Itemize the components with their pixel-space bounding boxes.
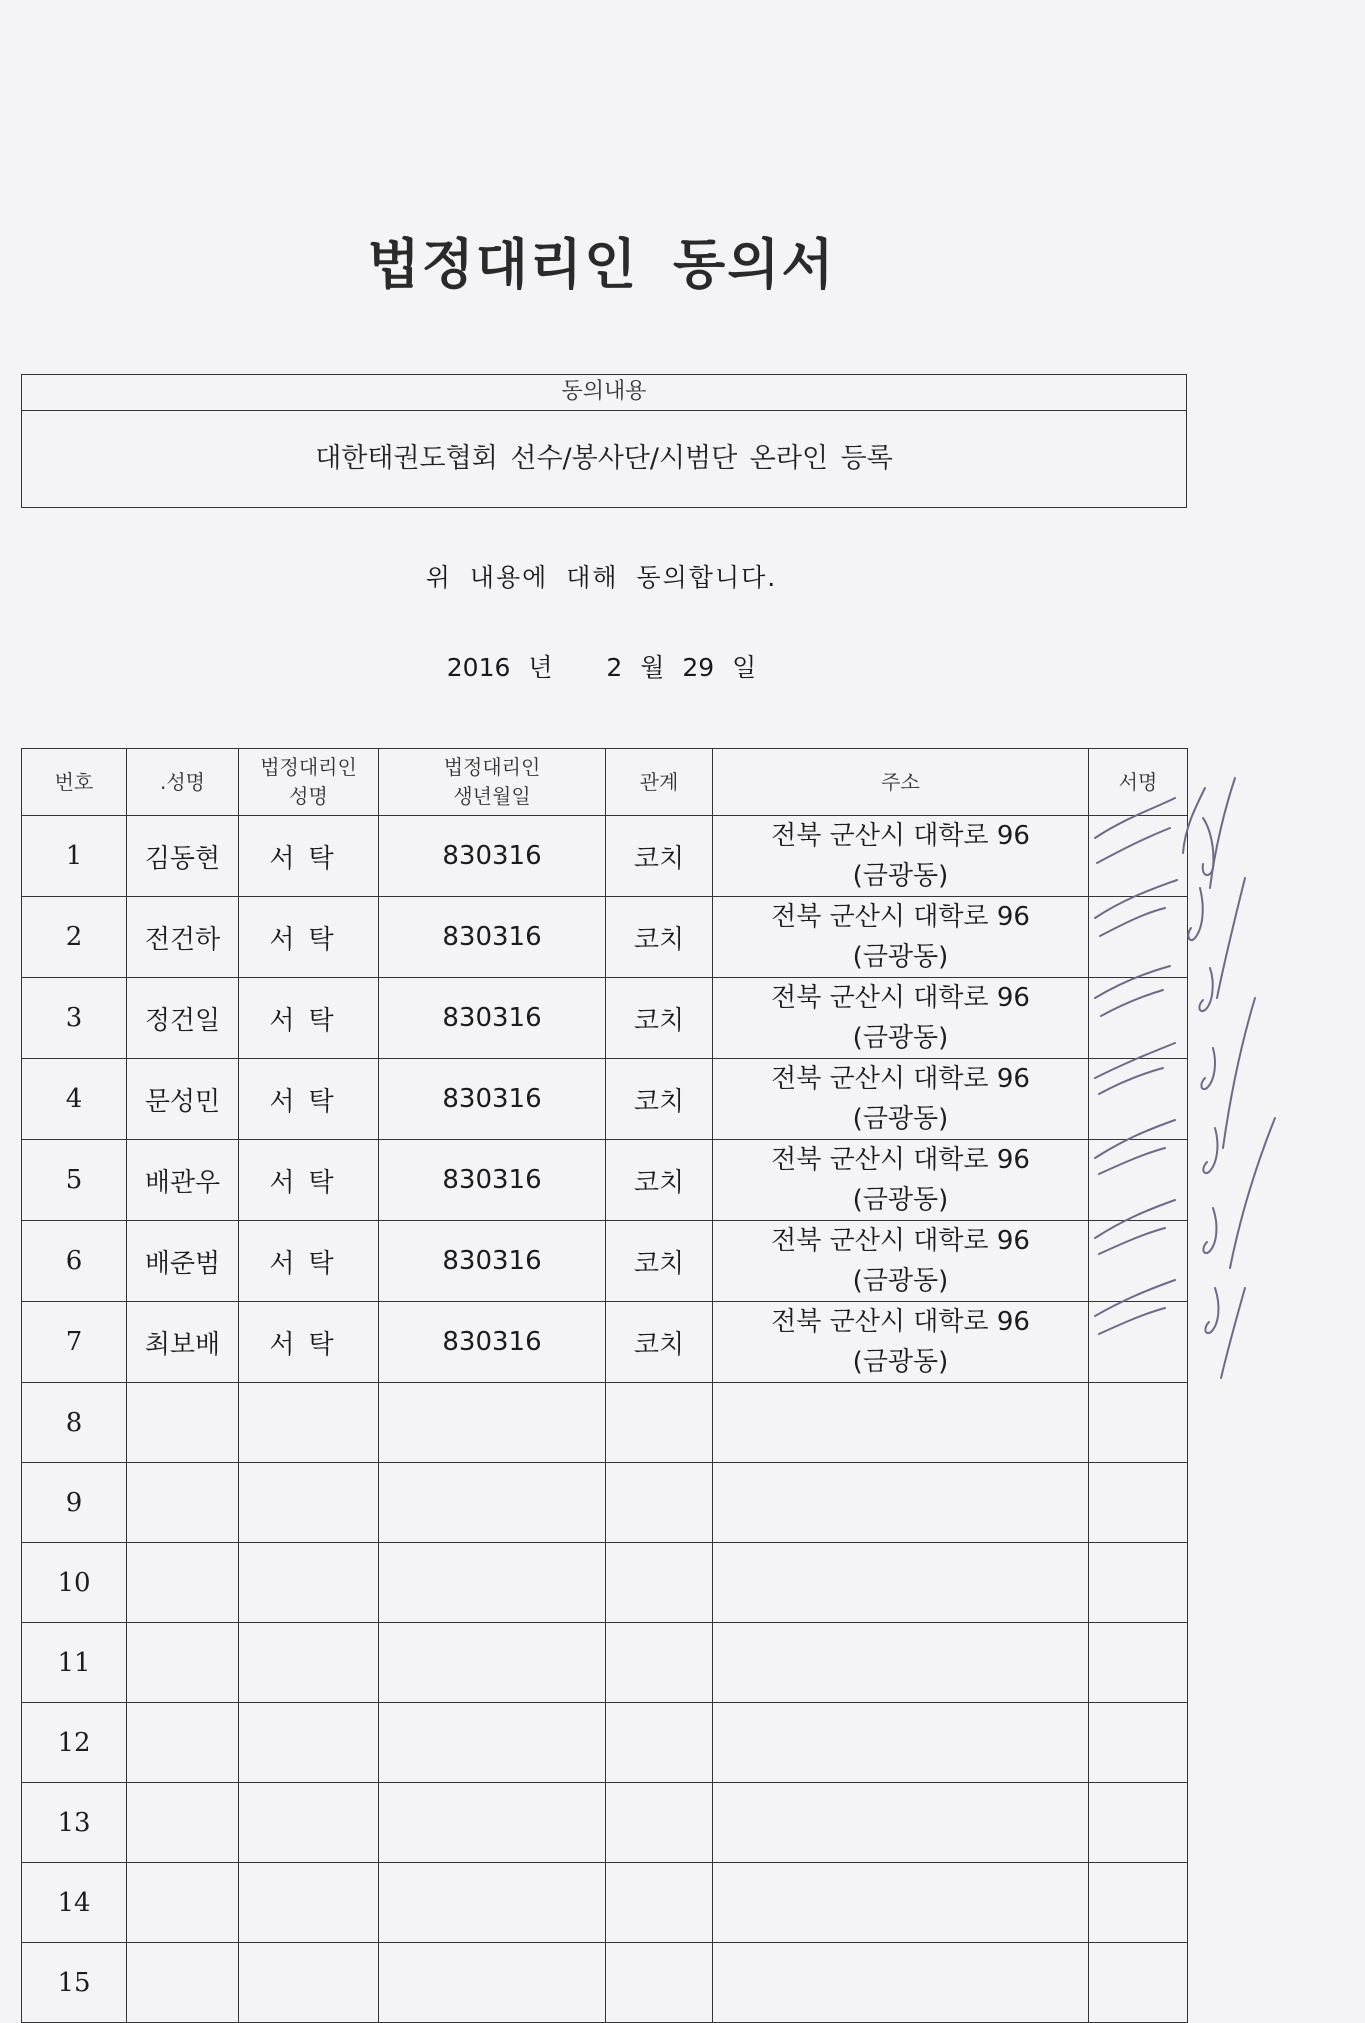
cell-name bbox=[127, 1703, 239, 1783]
cell-guardian-name: 서탁 bbox=[239, 816, 379, 897]
cell-relation: 코치 bbox=[606, 897, 713, 978]
cell-guardian-birth bbox=[379, 1703, 606, 1783]
table-row bbox=[22, 897, 1188, 978]
cell-relation bbox=[606, 1543, 713, 1623]
cell-relation: 코치 bbox=[606, 978, 713, 1059]
cell-guardian-birth bbox=[379, 1543, 606, 1623]
address-line2: (금광동) bbox=[852, 942, 949, 972]
table-row bbox=[22, 1543, 1188, 1623]
cell-name: 배관우 bbox=[127, 1140, 239, 1221]
cell-guardian-birth bbox=[379, 1623, 606, 1703]
cell-name bbox=[127, 1863, 239, 1943]
cell-number: 11 bbox=[22, 1623, 127, 1703]
address-line2: (금광동) bbox=[852, 1023, 949, 1053]
cell-signature bbox=[1089, 1140, 1188, 1221]
cell-guardian-birth: 830316 bbox=[379, 816, 606, 897]
cell-address bbox=[713, 1383, 1089, 1463]
cell-address bbox=[713, 1140, 1089, 1221]
cell-name bbox=[127, 1943, 239, 2023]
cell-name: 문성민 bbox=[127, 1059, 239, 1140]
table-row bbox=[22, 1059, 1188, 1140]
cell-guardian-name: 서탁 bbox=[239, 1221, 379, 1302]
date-year: 2016 bbox=[446, 653, 511, 682]
table-row bbox=[22, 1783, 1188, 1863]
table-header-row bbox=[22, 749, 1188, 816]
cell-relation bbox=[606, 1783, 713, 1863]
cell-name bbox=[127, 1783, 239, 1863]
table-row bbox=[22, 1863, 1188, 1943]
cell-number: 6 bbox=[22, 1221, 127, 1302]
cell-guardian-birth bbox=[379, 1463, 606, 1543]
cell-name: 전건하 bbox=[127, 897, 239, 978]
cell-guardian-birth: 830316 bbox=[379, 978, 606, 1059]
consent-date bbox=[0, 648, 1203, 684]
cell-guardian-name bbox=[239, 1623, 379, 1703]
header-guardian-birth-line1: 법정대리인 bbox=[443, 755, 541, 779]
cell-signature bbox=[1089, 1543, 1188, 1623]
cell-name bbox=[127, 1543, 239, 1623]
cell-number: 15 bbox=[22, 1943, 127, 2023]
header-guardian-name-line1: 법정대리인 bbox=[260, 755, 357, 779]
cell-name bbox=[127, 1383, 239, 1463]
consent-content-box bbox=[21, 374, 1187, 508]
cell-guardian-birth: 830316 bbox=[379, 897, 606, 978]
cell-guardian-name bbox=[239, 1543, 379, 1623]
address-line2: (금광동) bbox=[852, 1104, 949, 1134]
cell-address bbox=[713, 1783, 1089, 1863]
cell-relation bbox=[606, 1703, 713, 1783]
roster-table bbox=[21, 748, 1188, 2023]
cell-address bbox=[713, 978, 1089, 1059]
address-line1: 전북 군산시 대학로 96 bbox=[771, 1145, 1030, 1175]
cell-guardian-name bbox=[239, 1943, 379, 2023]
cell-relation: 코치 bbox=[606, 816, 713, 897]
cell-number: 3 bbox=[22, 978, 127, 1059]
cell-relation: 코치 bbox=[606, 1140, 713, 1221]
table-row bbox=[22, 1140, 1188, 1221]
date-year-unit: 년 bbox=[528, 653, 553, 682]
agreement-statement: 위 내용에 대해 동의합니다. bbox=[425, 563, 778, 592]
cell-signature bbox=[1089, 1221, 1188, 1302]
cell-signature bbox=[1089, 1863, 1188, 1943]
header-guardian-name-line2: 성명 bbox=[289, 784, 328, 808]
address-line2: (금광동) bbox=[852, 1185, 949, 1215]
cell-name bbox=[127, 1463, 239, 1543]
table-row bbox=[22, 1221, 1188, 1302]
header-address: 주소 bbox=[713, 749, 1089, 816]
table-row bbox=[22, 1943, 1188, 2023]
address-line1: 전북 군산시 대학로 96 bbox=[771, 1226, 1030, 1256]
header-guardian-birth-line2: 생년월일 bbox=[453, 784, 531, 808]
cell-guardian-birth bbox=[379, 1383, 606, 1463]
cell-number: 12 bbox=[22, 1703, 127, 1783]
cell-guardian-birth bbox=[379, 1863, 606, 1943]
cell-address bbox=[713, 1221, 1089, 1302]
cell-guardian-name: 서탁 bbox=[239, 897, 379, 978]
roster-body bbox=[22, 816, 1188, 2023]
header-signature: 서명 bbox=[1089, 749, 1188, 816]
cell-guardian-name bbox=[239, 1383, 379, 1463]
header-number: 번호 bbox=[22, 749, 127, 816]
consent-content-body: 대한태권도협회 선수/봉사단/시범단 온라인 등록 bbox=[315, 443, 893, 474]
cell-signature bbox=[1089, 1383, 1188, 1463]
cell-signature bbox=[1089, 816, 1188, 897]
date-day-unit: 일 bbox=[732, 653, 757, 682]
address-line1: 전북 군산시 대학로 96 bbox=[771, 902, 1030, 932]
cell-signature bbox=[1089, 1302, 1188, 1383]
cell-guardian-birth bbox=[379, 1943, 606, 2023]
cell-name: 정건일 bbox=[127, 978, 239, 1059]
table-row bbox=[22, 1463, 1188, 1543]
date-month: 2 bbox=[606, 653, 623, 682]
cell-name bbox=[127, 1623, 239, 1703]
address-line1: 전북 군산시 대학로 96 bbox=[771, 1064, 1030, 1094]
cell-guardian-name bbox=[239, 1463, 379, 1543]
cell-number: 2 bbox=[22, 897, 127, 978]
cell-guardian-birth: 830316 bbox=[379, 1302, 606, 1383]
cell-signature bbox=[1089, 1623, 1188, 1703]
cell-address bbox=[713, 816, 1089, 897]
cell-number: 10 bbox=[22, 1543, 127, 1623]
cell-address bbox=[713, 1623, 1089, 1703]
cell-guardian-birth: 830316 bbox=[379, 1059, 606, 1140]
header-guardian-birth bbox=[379, 749, 606, 816]
header-guardian-name bbox=[239, 749, 379, 816]
address-line1: 전북 군산시 대학로 96 bbox=[771, 821, 1030, 851]
cell-signature bbox=[1089, 978, 1188, 1059]
cell-number: 4 bbox=[22, 1059, 127, 1140]
cell-guardian-name bbox=[239, 1703, 379, 1783]
table-row bbox=[22, 1623, 1188, 1703]
cell-relation: 코치 bbox=[606, 1302, 713, 1383]
cell-relation bbox=[606, 1383, 713, 1463]
consent-content-header: 동의내용 bbox=[22, 375, 1186, 411]
cell-address bbox=[713, 1863, 1089, 1943]
cell-guardian-name bbox=[239, 1863, 379, 1943]
cell-guardian-birth bbox=[379, 1783, 606, 1863]
cell-name: 배준범 bbox=[127, 1221, 239, 1302]
cell-signature bbox=[1089, 1943, 1188, 2023]
address-line2: (금광동) bbox=[852, 1347, 949, 1377]
cell-address bbox=[713, 1703, 1089, 1783]
table-row bbox=[22, 1383, 1188, 1463]
cell-guardian-name: 서탁 bbox=[239, 978, 379, 1059]
address-line2: (금광동) bbox=[852, 861, 949, 891]
cell-address bbox=[713, 1543, 1089, 1623]
cell-guardian-name bbox=[239, 1783, 379, 1863]
cell-relation bbox=[606, 1863, 713, 1943]
cell-address bbox=[713, 897, 1089, 978]
cell-signature bbox=[1089, 1463, 1188, 1543]
document-title: 법정대리인 동의서 bbox=[367, 233, 836, 296]
cell-address bbox=[713, 1059, 1089, 1140]
cell-relation: 코치 bbox=[606, 1221, 713, 1302]
cell-number: 8 bbox=[22, 1383, 127, 1463]
cell-guardian-name: 서탁 bbox=[239, 1140, 379, 1221]
cell-number: 7 bbox=[22, 1302, 127, 1383]
cell-address bbox=[713, 1463, 1089, 1543]
cell-number: 1 bbox=[22, 816, 127, 897]
cell-relation bbox=[606, 1943, 713, 2023]
cell-signature bbox=[1089, 1783, 1188, 1863]
header-relation: 관계 bbox=[606, 749, 713, 816]
date-month-unit: 월 bbox=[640, 653, 665, 682]
cell-address bbox=[713, 1302, 1089, 1383]
cell-signature bbox=[1089, 1059, 1188, 1140]
cell-relation: 코치 bbox=[606, 1059, 713, 1140]
cell-number: 5 bbox=[22, 1140, 127, 1221]
cell-number: 9 bbox=[22, 1463, 127, 1543]
cell-name: 최보배 bbox=[127, 1302, 239, 1383]
address-line1: 전북 군산시 대학로 96 bbox=[771, 1307, 1030, 1337]
cell-name: 김동현 bbox=[127, 816, 239, 897]
table-row bbox=[22, 816, 1188, 897]
address-line2: (금광동) bbox=[852, 1266, 949, 1296]
cell-guardian-name: 서탁 bbox=[239, 1302, 379, 1383]
table-row bbox=[22, 1703, 1188, 1783]
cell-relation bbox=[606, 1463, 713, 1543]
cell-address bbox=[713, 1943, 1089, 2023]
cell-signature bbox=[1089, 897, 1188, 978]
cell-guardian-birth: 830316 bbox=[379, 1221, 606, 1302]
cell-number: 13 bbox=[22, 1783, 127, 1863]
cell-guardian-birth: 830316 bbox=[379, 1140, 606, 1221]
cell-number: 14 bbox=[22, 1863, 127, 1943]
cell-relation bbox=[606, 1623, 713, 1703]
header-name: .성명 bbox=[127, 749, 239, 816]
cell-guardian-name: 서탁 bbox=[239, 1059, 379, 1140]
date-day: 29 bbox=[682, 653, 715, 682]
cell-signature bbox=[1089, 1703, 1188, 1783]
table-row bbox=[22, 1302, 1188, 1383]
address-line1: 전북 군산시 대학로 96 bbox=[771, 983, 1030, 1013]
table-row bbox=[22, 978, 1188, 1059]
